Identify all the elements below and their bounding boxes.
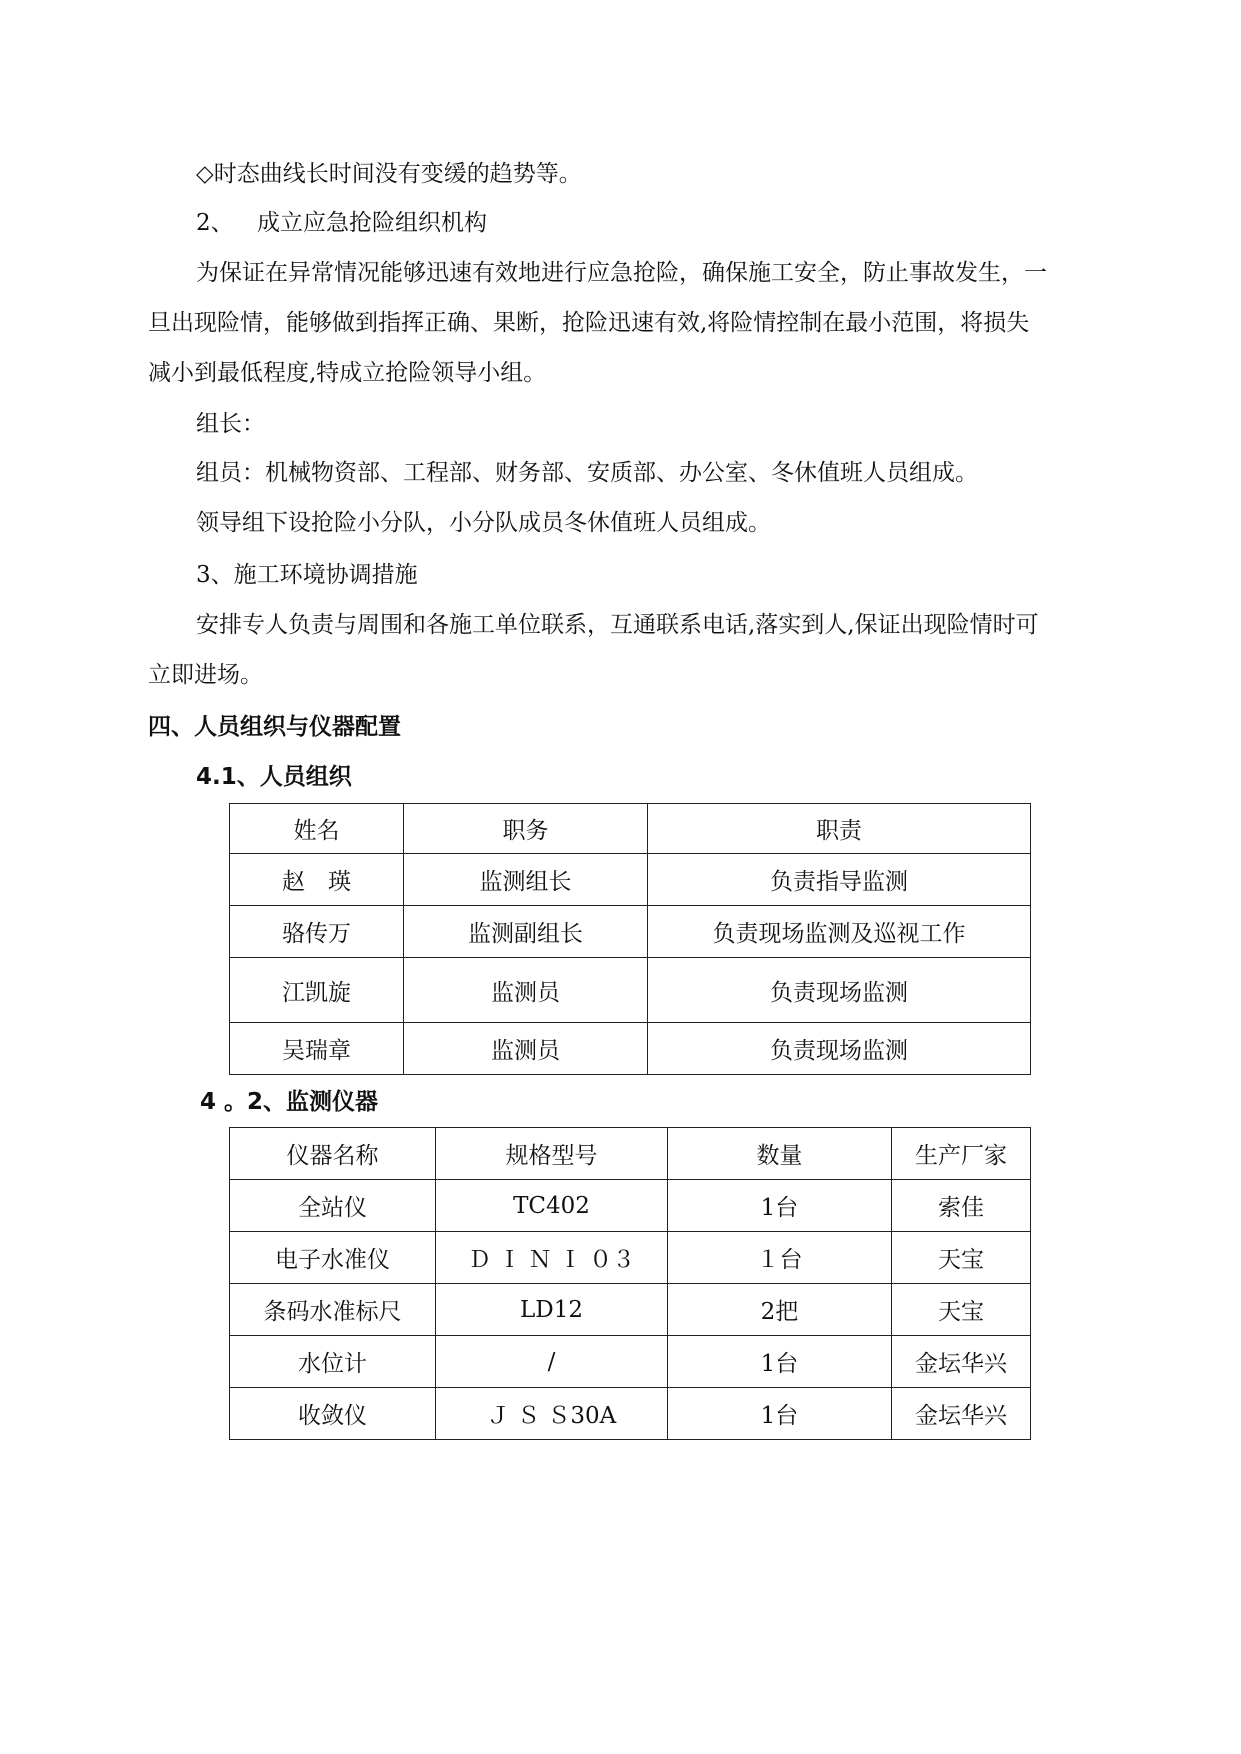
subheading-environment-coordination: 3、施工环境协调措施	[196, 562, 418, 588]
paragraph-team-members: 组员：机械物资部、工程部、财务部、安质部、办公室、冬休值班人员组成。	[196, 460, 978, 486]
header-cell: 生产厂家	[892, 1128, 1031, 1180]
table-cell: 1台	[668, 1388, 892, 1440]
header-cell: 数量	[668, 1128, 892, 1180]
table-row	[230, 1388, 1031, 1440]
table-row	[230, 1284, 1031, 1336]
paragraph-team-leader: 组长：	[196, 411, 265, 437]
table-cell: Ｄ Ｉ Ｎ Ｉ ０３	[436, 1232, 668, 1284]
header-cell: 职务	[404, 804, 648, 854]
table-cell: 索佳	[892, 1180, 1031, 1232]
paragraph-emergency-line-2: 旦出现险情，能够做到指挥正确、果断，抢险迅速有效,将险情控制在最小范围，将损失	[148, 310, 1030, 336]
table-row	[230, 906, 1031, 958]
table-cell: 负责指导监测	[648, 854, 1031, 906]
table-row	[230, 958, 1031, 1023]
table-row	[230, 1232, 1031, 1284]
paragraph-curve-trend: ◇时态曲线长时间没有变缓的趋势等。	[196, 161, 582, 187]
subheading-emergency-org: 成立应急抢险组织机构	[257, 210, 487, 236]
instrument-table	[229, 1127, 1031, 1440]
table-cell: 赵 瑛	[230, 854, 404, 906]
table-cell: 1台	[668, 1336, 892, 1388]
table-row	[230, 1180, 1031, 1232]
table-cell: 天宝	[892, 1284, 1031, 1336]
table-cell: 1台	[668, 1180, 892, 1232]
list-number-2: 2、	[196, 210, 234, 236]
table-cell: 金坛华兴	[892, 1336, 1031, 1388]
table-cell: TC402	[436, 1180, 668, 1232]
table-row	[230, 854, 1031, 906]
table-cell: 监测副组长	[404, 906, 648, 958]
table-cell: 骆传万	[230, 906, 404, 958]
table-cell: 水位计	[230, 1336, 436, 1388]
header-cell: 职责	[648, 804, 1031, 854]
table-cell: 全站仪	[230, 1180, 436, 1232]
table-cell: 监测员	[404, 1023, 648, 1075]
section-heading-4: 四、人员组织与仪器配置	[148, 714, 401, 740]
table-header-row	[230, 804, 1031, 854]
paragraph-emergency-line-3: 减小到最低程度,特成立抢险领导小组。	[148, 360, 547, 386]
table-cell: /	[436, 1336, 668, 1388]
table-cell: 监测员	[404, 958, 648, 1023]
header-cell: 姓名	[230, 804, 404, 854]
paragraph-coordination-line-2: 立即进场。	[148, 662, 263, 688]
table-cell: 天宝	[892, 1232, 1031, 1284]
table-cell: 江凯旋	[230, 958, 404, 1023]
table-cell: １台	[668, 1232, 892, 1284]
paragraph-emergency-line-1: 为保证在异常情况能够迅速有效地进行应急抢险，确保施工安全，防止事故发生，一	[196, 260, 1047, 286]
header-cell: 规格型号	[436, 1128, 668, 1180]
table-cell: 吴瑞章	[230, 1023, 404, 1075]
table-row	[230, 1336, 1031, 1388]
table-cell: 收敛仪	[230, 1388, 436, 1440]
table-cell: 负责现场监测及巡视工作	[648, 906, 1031, 958]
table-header-row	[230, 1128, 1031, 1180]
header-cell: 仪器名称	[230, 1128, 436, 1180]
table-cell: 金坛华兴	[892, 1388, 1031, 1440]
table-cell: 监测组长	[404, 854, 648, 906]
table-cell: 2把	[668, 1284, 892, 1336]
table-cell: Ｊ Ｓ Ｓ30A	[436, 1388, 668, 1440]
table-cell: LD12	[436, 1284, 668, 1336]
staff-table	[229, 803, 1031, 1075]
table-cell: 电子水准仪	[230, 1232, 436, 1284]
paragraph-rescue-squad: 领导组下设抢险小分队，小分队成员冬休值班人员组成。	[196, 510, 771, 536]
table-cell: 负责现场监测	[648, 1023, 1031, 1075]
table-row	[230, 1023, 1031, 1075]
table-cell: 负责现场监测	[648, 958, 1031, 1023]
table-cell: 条码水准标尺	[230, 1284, 436, 1336]
subsection-heading-4-1: 4.1、人员组织	[196, 764, 352, 790]
subsection-heading-4-2: 4 。2、监测仪器	[200, 1089, 379, 1115]
paragraph-coordination-line-1: 安排专人负责与周围和各施工单位联系，互通联系电话,落实到人,保证出现险情时可	[196, 612, 1039, 638]
